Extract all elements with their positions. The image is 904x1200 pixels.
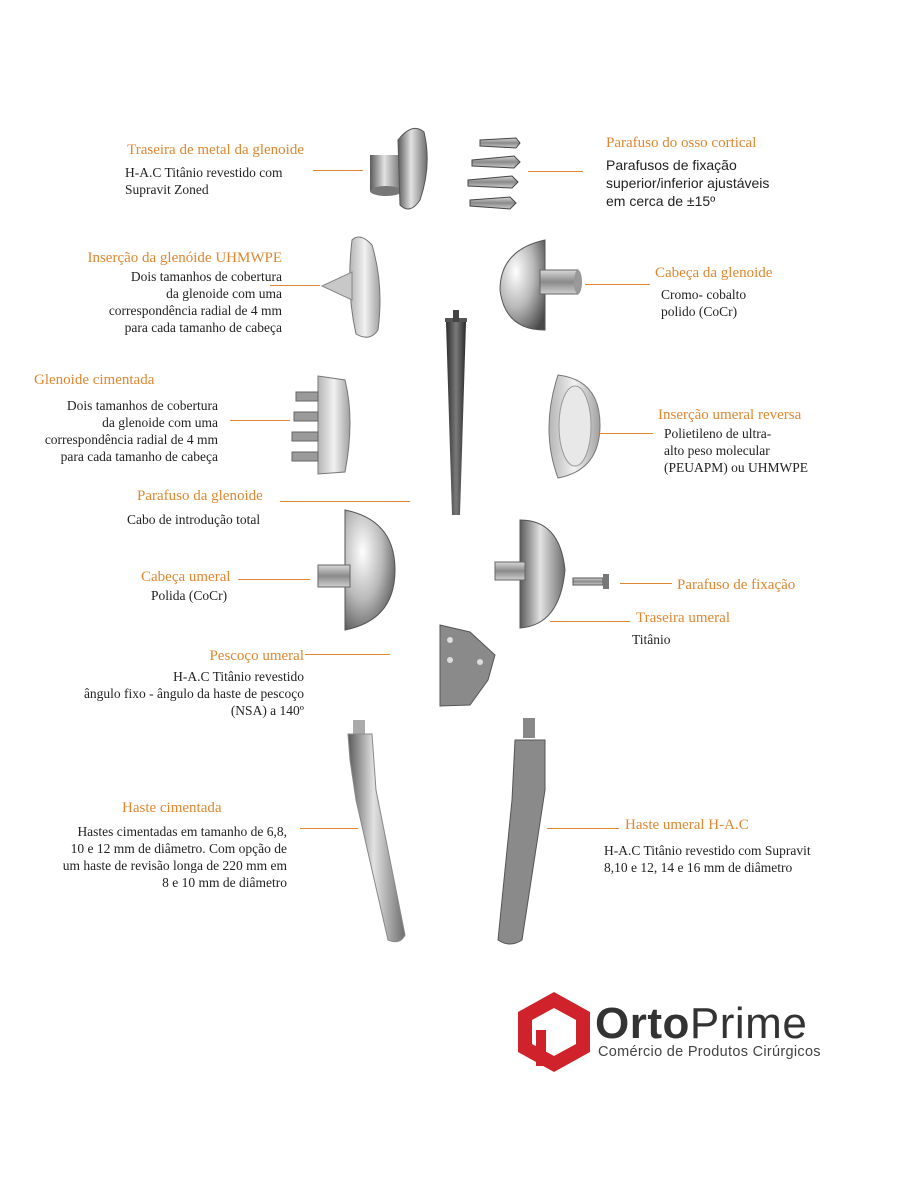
label-desc: Titânio: [632, 632, 671, 647]
humeral-tray-image: [495, 520, 565, 628]
connector-line: [238, 579, 310, 580]
logo-prime: Prime: [689, 999, 808, 1048]
connector-line: [550, 621, 630, 622]
label-fixation-screw: [677, 576, 795, 595]
label-desc: ângulo fixo - ângulo da haste de pescoço: [83, 686, 304, 701]
label-title: Cabeça da glenoide: [655, 265, 773, 281]
humeral-neck-image: [440, 625, 495, 706]
connector-line: [585, 284, 650, 285]
glenoid-head-image: [500, 240, 582, 330]
label-glenoid-baseplate-desc: [125, 164, 283, 198]
label-humeral-head: [141, 568, 231, 604]
label-glenoid-screw-desc: [127, 511, 260, 528]
label-desc: Cabo de introdução total: [127, 512, 261, 527]
label-desc: Polietileno de ultra-: [664, 426, 772, 441]
hac-stem-image: [498, 718, 545, 944]
glenoid-baseplate-image: [370, 128, 427, 209]
label-glenoid-insert: [87, 249, 282, 336]
label-title: Parafuso de fixação: [677, 577, 796, 593]
label-desc: para cada tamanho de cabeça: [124, 320, 282, 335]
label-title: Traseira de metal da glenoide: [127, 142, 304, 158]
cortical-screws-image: [468, 138, 520, 209]
label-desc: Dois tamanhos de cobertura: [66, 398, 218, 413]
label-cemented-glenoid-desc: [45, 397, 218, 465]
label-title: Parafuso do osso cortical: [606, 135, 757, 151]
label-title: Haste umeral H-A.C: [625, 817, 749, 833]
label-desc: Polida (CoCr): [151, 588, 228, 603]
label-desc: correspondência radial de 4 mm: [108, 303, 282, 318]
label-desc: H-A.C Titânio revestido com Supravit: [604, 843, 811, 858]
label-desc: Hastes cimentadas em tamanho de 6,8,: [77, 824, 287, 839]
label-desc: (PEUAPM) ou UHMWPE: [664, 460, 809, 475]
label-desc: da glenoide com uma: [102, 415, 218, 430]
connector-line: [620, 583, 672, 584]
glenoid-screw-image: [445, 310, 467, 515]
ortoprime-logo-text: [595, 1000, 807, 1048]
cemented-glenoid-image: [292, 376, 350, 474]
connector-line: [300, 828, 358, 829]
label-desc: H-A.C Titânio revestido: [173, 669, 304, 684]
reverse-humeral-insert-image: [549, 375, 600, 478]
label-desc: da glenoide com uma: [166, 286, 282, 301]
cemented-stem-image: [348, 720, 405, 942]
logo-orto: Orto: [595, 999, 690, 1048]
connector-line: [547, 828, 619, 829]
fixation-screw-image: [573, 574, 609, 589]
label-desc: Dois tamanhos de cobertura: [130, 269, 282, 284]
label-cemented-stem: [122, 799, 222, 818]
label-title: Parafuso da glenoide: [137, 488, 263, 504]
label-glenoid-head: [655, 264, 772, 320]
label-title: Haste cimentada: [122, 800, 222, 816]
label-desc: 8,10 e 12, 14 e 16 mm de diâmetro: [604, 860, 793, 875]
label-title: Inserção da glenóide UHMWPE: [87, 250, 282, 266]
label-humeral-neck: [84, 647, 304, 719]
label-desc: superior/inferior ajustáveis: [606, 175, 770, 191]
label-desc: Supravit Zoned: [125, 182, 209, 197]
label-desc: 8 e 10 mm de diâmetro: [162, 875, 287, 890]
label-desc: um haste de revisão longa de 220 mm em: [62, 858, 287, 873]
label-glenoid-baseplate: [127, 141, 304, 160]
label-title: Inserção umeral reversa: [658, 407, 802, 423]
label-desc: H-A.C Titânio revestido com: [125, 165, 283, 180]
label-desc: polido (CoCr): [661, 304, 738, 319]
label-desc: correspondência radial de 4 mm: [44, 432, 218, 447]
label-desc: alto peso molecular: [664, 443, 770, 458]
ortoprime-tagline: Comércio de Produtos Cirúrgicos: [598, 1044, 821, 1060]
label-title: Glenoide cimentada: [34, 372, 155, 388]
label-desc: Cromo- cobalto: [661, 287, 747, 302]
connector-line: [230, 420, 290, 421]
humeral-head-image: [318, 510, 395, 630]
connector-line: [305, 654, 390, 655]
label-reverse-humeral-insert: [658, 406, 808, 476]
connector-line: [313, 170, 363, 171]
label-glenoid-screw: [137, 487, 263, 506]
label-desc: em cerca de ±15º: [606, 193, 716, 209]
label-cemented-stem-desc: [63, 823, 287, 891]
connector-line: [280, 501, 410, 502]
label-hac-stem-desc: [604, 842, 811, 876]
ortoprime-logo-icon: [518, 992, 590, 1072]
connector-line: [598, 433, 653, 434]
label-desc: Parafusos de fixação: [606, 157, 737, 173]
label-title: Pescoço umeral: [209, 648, 304, 664]
connector-line: [528, 171, 583, 172]
label-desc: para cada tamanho de cabeça: [60, 449, 218, 464]
label-humeral-tray: [632, 609, 730, 648]
glenoid-insert-image: [322, 237, 380, 337]
label-cemented-glenoid: [34, 371, 154, 390]
label-title: Traseira umeral: [636, 610, 730, 626]
label-desc: 10 e 12 mm de diâmetro. Com opção de: [70, 841, 287, 856]
label-cortical-screw: [606, 134, 769, 210]
label-hac-stem: [625, 816, 749, 835]
label-desc: (NSA) a 140º: [230, 703, 304, 718]
label-title: Cabeça umeral: [141, 569, 231, 585]
